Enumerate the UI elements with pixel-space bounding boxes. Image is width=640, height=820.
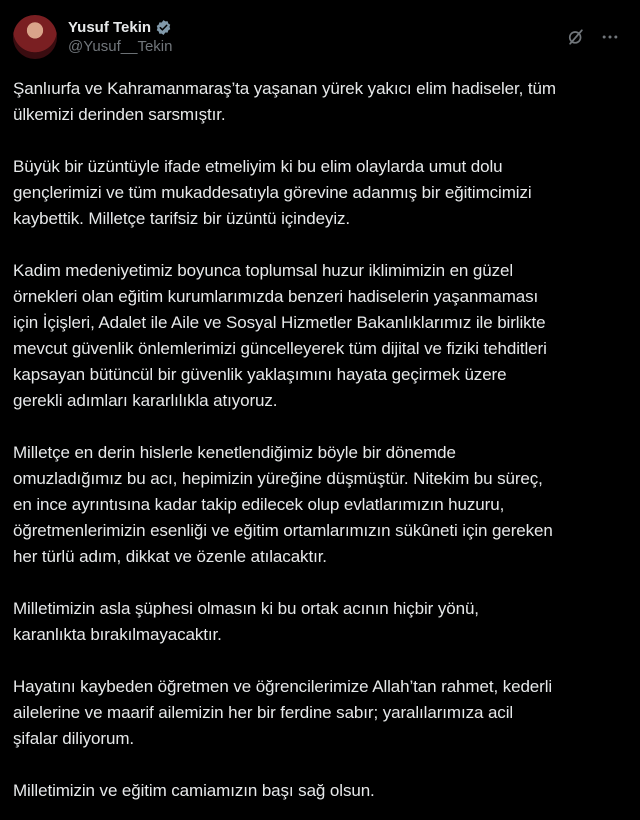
author-identity <box>68 19 172 55</box>
tweet-paragraph: Büyük bir üzüntüyle ifade etmeliyim ki bu elim olaylarda umut dolu gençlerimizi ve tüm mukaddesatıyla görevine adanmış bir eğitimcimizi kaybettik. Milletçe tarifsiz bir üzüntü içindeyiz. <box>13 157 532 228</box>
tweet-header <box>13 12 624 62</box>
grok-icon[interactable] <box>566 27 586 47</box>
verified-badge-icon[interactable] <box>155 19 172 36</box>
more-options-icon[interactable] <box>600 27 620 47</box>
author-handle[interactable]: @Yusuf__Tekin <box>68 38 173 55</box>
name-row <box>68 19 172 36</box>
tweet-paragraph: Kadim medeniyetimiz boyunca toplumsal huzur iklimimizin en güzel örnekleri olan eğitim kurumlarımızda benzeri hadiselerin yaşanmaması için İçişleri, Adalet ile Aile ve Sosyal Hizmetler Bakanlıklarımız ile birlikte mevcut güvenlik önlemlerimizi güncelleyerek tüm dijital ve fiziki tehditleri kapsayan bütüncül bir güvenlik yaklaşımını hayata geçirmek üzere gerekli adımları kararlılıkla atıyoruz. <box>13 261 547 410</box>
tweet-text <box>13 76 624 804</box>
tweet-actions <box>566 27 620 47</box>
author-display-name[interactable]: Yusuf Tekin <box>68 19 152 36</box>
tweet-paragraph: Şanlıurfa ve Kahramanmaraş’ta yaşanan yürek yakıcı elim hadiseler, tüm ülkemizi derinden sarsmıştır. <box>13 79 556 124</box>
tweet-paragraph: Hayatını kaybeden öğretmen ve öğrencilerimize Allah’tan rahmet, kederli ailelerine ve maarif ailemizin her bir ferdine sabır; yaralılarımıza acil şifalar diliyorum. <box>13 677 553 748</box>
tweet-paragraph: Milletimizin asla şüphesi olmasın ki bu ortak acının hiçbir yönü, karanlıkta bırakılmayacaktır. <box>13 599 479 644</box>
tweet-paragraph: Milletçe en derin hislerle kenetlendiğimiz böyle bir dönemde omuzladığımız bu acı, hepimizin yüreğine düşmüştür. Nitekim bu süreç, en ince ayrıntısına kadar takip edilecek olup evlatlarımızın huzuru, öğretmenlerimizin esenliği ve eğitim ortamlarımızın sükûneti için gereken her türlü adım, dikkat ve özenle atılacaktır. <box>13 443 553 566</box>
avatar[interactable] <box>13 15 57 59</box>
tweet-paragraph: Milletimizin ve eğitim camiamızın başı sağ olsun. <box>13 781 375 800</box>
